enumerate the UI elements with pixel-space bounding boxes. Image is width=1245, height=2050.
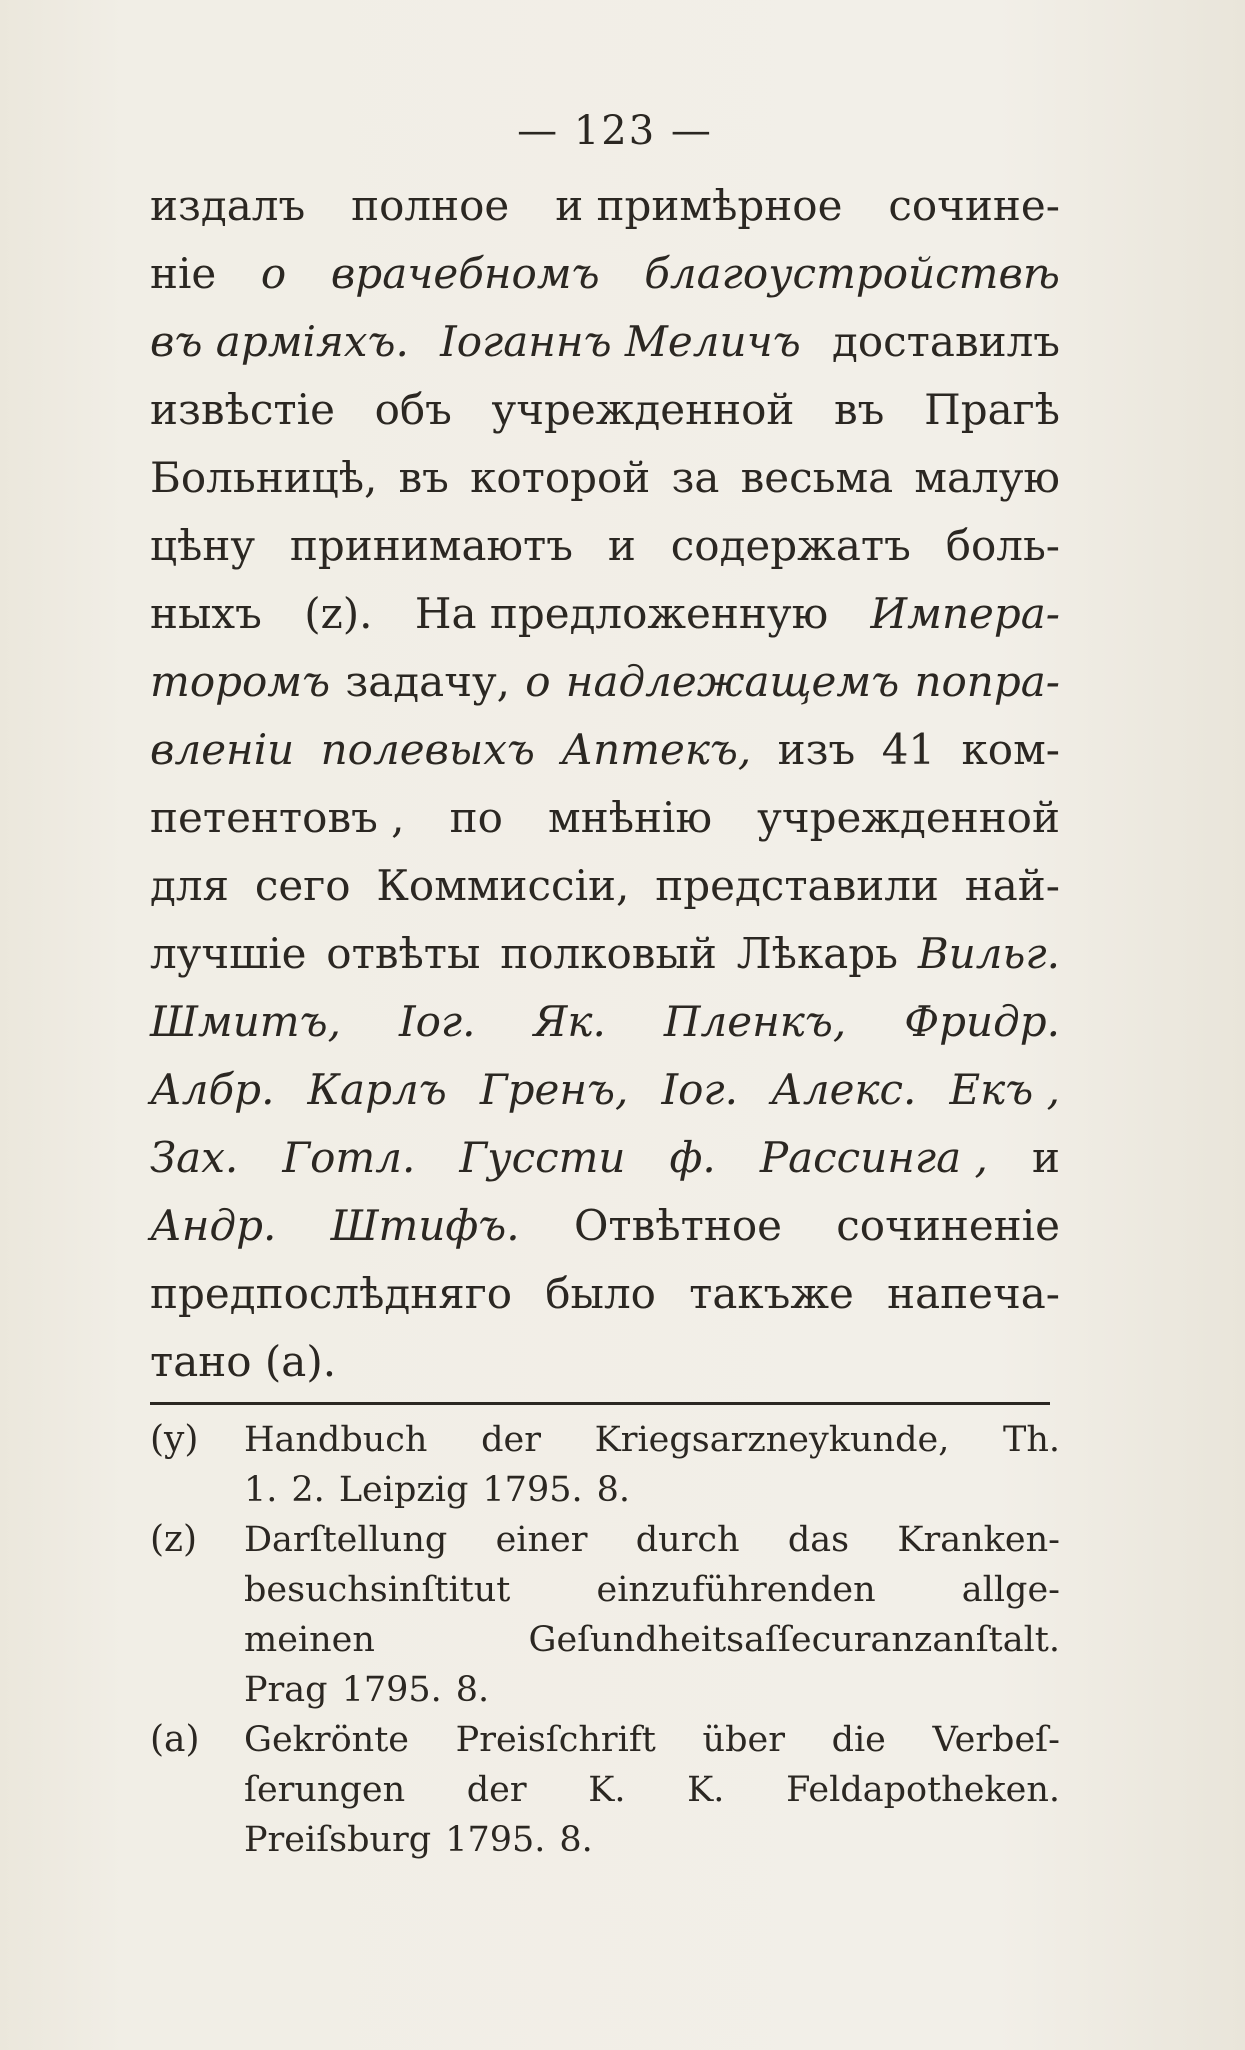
text-segment: доставилъ xyxy=(832,317,1060,366)
footnote-word: ſerungen xyxy=(244,1770,406,1810)
text-segment: и xyxy=(607,521,636,570)
footnote-line xyxy=(244,1415,1060,1465)
footnote xyxy=(150,1415,1060,1515)
text-segment: Вильг. xyxy=(917,929,1060,978)
footnote-body xyxy=(244,1715,1060,1865)
text-segment: ф. xyxy=(669,1133,716,1182)
text-segment: въ xyxy=(398,453,449,502)
text-segment: для xyxy=(150,861,230,910)
text-segment: Штифъ. xyxy=(330,1201,520,1250)
footnote-word: Prag xyxy=(244,1670,328,1710)
text-line xyxy=(150,648,1060,716)
text-segment: Гренъ, xyxy=(479,1065,629,1114)
footnote-line xyxy=(244,1515,1060,1565)
footnote-word: Preisſchrift xyxy=(455,1720,656,1760)
text-segment: о xyxy=(525,657,551,706)
text-segment: Іоганнъ Меличъ xyxy=(440,317,801,366)
footnote-line xyxy=(244,1465,1060,1515)
text-segment: попра- xyxy=(914,657,1060,706)
text-line xyxy=(150,1192,1060,1260)
footnote-word: 1. xyxy=(244,1470,278,1510)
text-line xyxy=(150,988,1060,1056)
text-segment: най- xyxy=(964,861,1060,910)
text-segment: Готл. xyxy=(282,1133,416,1182)
text-segment: Импера- xyxy=(870,589,1060,638)
text-segment: торомъ xyxy=(150,657,331,706)
text-segment: Коммиссіи, xyxy=(376,861,630,910)
text-segment: напеча- xyxy=(887,1269,1060,1318)
footnote-word: Handbuch xyxy=(244,1420,428,1460)
text-segment: было xyxy=(545,1269,656,1318)
text-segment: о xyxy=(260,249,287,298)
text-segment: въ арміяхъ. xyxy=(150,317,409,366)
footnote-word: Kriegsarzneykunde, xyxy=(594,1420,950,1460)
text-segment: Іог. xyxy=(399,997,476,1046)
text-segment: такъже xyxy=(689,1269,854,1318)
footnote-word: die xyxy=(831,1720,886,1760)
footnote-mark: (y) xyxy=(150,1419,199,1460)
text-line xyxy=(150,852,1060,920)
text-line xyxy=(150,512,1060,580)
text-segment: объ xyxy=(374,385,452,434)
text-segment: тано (а). xyxy=(150,1337,337,1386)
footnote-word: 1795. xyxy=(482,1470,583,1510)
footnote-line xyxy=(244,1765,1060,1815)
text-segment: Лѣкарь xyxy=(736,929,899,978)
text-line xyxy=(150,784,1060,852)
footnotes xyxy=(150,1415,1060,1865)
text-segment: въ xyxy=(834,385,885,434)
footnote-word: 2. xyxy=(291,1470,325,1510)
text-segment: надлежащемъ xyxy=(565,657,900,706)
text-segment: извѣстіе xyxy=(150,385,335,434)
text-segment: сочиненіе xyxy=(836,1201,1060,1250)
text-segment: издалъ xyxy=(150,181,306,230)
text-segment: Як. xyxy=(533,997,606,1046)
footnote-line xyxy=(244,1715,1060,1765)
text-segment: Андр. xyxy=(150,1201,277,1250)
text-line xyxy=(150,716,1060,784)
footnote-mark: (z) xyxy=(150,1519,198,1560)
text-segment: благоустройствѣ xyxy=(644,249,1060,298)
footnote-word: Gekrönte xyxy=(244,1720,410,1760)
footnote-mark: (a) xyxy=(150,1719,200,1760)
footnote xyxy=(150,1715,1060,1865)
text-line xyxy=(150,376,1060,444)
text-segment: задачу, xyxy=(345,657,511,706)
text-line xyxy=(150,444,1060,512)
text-segment: Аптекъ, xyxy=(561,725,752,774)
text-segment: изъ xyxy=(777,725,856,774)
footnote-body xyxy=(244,1515,1060,1715)
text-segment: малую xyxy=(914,453,1060,502)
text-segment: ком- xyxy=(961,725,1060,774)
text-line xyxy=(150,1260,1060,1328)
footnote-word: 8. xyxy=(596,1470,631,1510)
text-segment: вленіи xyxy=(150,725,295,774)
footnote-word: besuchsinſtitut xyxy=(244,1570,511,1610)
text-segment: Екъ , xyxy=(949,1065,1060,1114)
footnote-word: Feldapotheken. xyxy=(786,1770,1060,1810)
footnote-word: der xyxy=(466,1770,527,1810)
text-line xyxy=(150,580,1060,648)
footnote-line xyxy=(244,1665,1060,1715)
text-segment: полковый xyxy=(500,929,717,978)
text-segment: которой xyxy=(470,453,651,502)
text-segment: Больницѣ, xyxy=(150,453,378,502)
text-segment: На предложенную xyxy=(414,589,829,638)
text-segment: петентовъ , xyxy=(150,793,405,842)
text-segment: Карлъ xyxy=(307,1065,447,1114)
text-segment: ніе xyxy=(150,249,217,298)
text-segment: Шмитъ, xyxy=(150,997,341,1046)
text-segment: учрежденной xyxy=(491,385,795,434)
text-segment: Пленкъ, xyxy=(663,997,847,1046)
text-segment: Албр. xyxy=(150,1065,275,1114)
text-segment: весьма xyxy=(740,453,894,502)
footnote-word: 8. xyxy=(455,1670,490,1710)
text-segment: боль- xyxy=(945,521,1060,570)
text-line xyxy=(150,1056,1060,1124)
text-segment: Отвѣтное xyxy=(573,1201,782,1250)
text-segment: ныхъ xyxy=(150,589,262,638)
footnote-word: meinen xyxy=(244,1620,375,1660)
text-segment: и примѣрное xyxy=(555,181,843,230)
text-segment: по xyxy=(449,793,503,842)
text-segment: Алекс. xyxy=(771,1065,917,1114)
footnote-word: allge- xyxy=(961,1570,1060,1610)
footnote-word: Th. xyxy=(1002,1420,1060,1460)
footnote-word: einzuführenden xyxy=(596,1570,876,1610)
footnote-word: Preiſsburg xyxy=(244,1820,432,1860)
footnote-line xyxy=(244,1815,1060,1865)
text-segment: Іог. xyxy=(661,1065,738,1114)
text-segment: Рассинга , xyxy=(759,1133,988,1182)
footnote-word: Verbeſ- xyxy=(932,1720,1060,1760)
text-segment: принимаютъ xyxy=(289,521,574,570)
footnote-word: 8. xyxy=(559,1820,593,1860)
footnote-word: Darſtellung xyxy=(244,1520,448,1560)
footnote-word: Geſundheitsaſſecuranzanſtalt. xyxy=(528,1620,1060,1660)
text-line xyxy=(150,1328,1060,1396)
footnote-word: K. xyxy=(588,1770,626,1810)
text-line xyxy=(150,308,1060,376)
text-segment: полное xyxy=(351,181,510,230)
footnote-rule xyxy=(150,1402,1050,1405)
text-segment: сочине- xyxy=(888,181,1060,230)
text-segment: Фридр. xyxy=(904,997,1060,1046)
body-text xyxy=(150,172,1060,1396)
footnote-word: Leipzig xyxy=(338,1470,469,1510)
footnote-line xyxy=(244,1615,1060,1665)
text-segment: (z). xyxy=(304,589,373,638)
footnote-word: 1795. xyxy=(341,1670,442,1710)
page-number: — 123 — xyxy=(517,108,713,154)
footnote-word: durch xyxy=(635,1520,740,1560)
text-segment: отвѣты xyxy=(326,929,481,978)
text-segment: учрежденной xyxy=(757,793,1060,842)
text-line xyxy=(150,920,1060,988)
footnote-word: K. xyxy=(687,1770,725,1810)
footnote-word: Kranken- xyxy=(897,1520,1060,1560)
text-segment: 41 xyxy=(881,725,936,774)
footnote-word: der xyxy=(481,1420,541,1460)
text-line xyxy=(150,240,1060,308)
footnote-word: 1795. xyxy=(445,1820,546,1860)
text-segment: лучшіе xyxy=(150,929,307,978)
text-segment: полевыхъ xyxy=(320,725,535,774)
footnote xyxy=(150,1515,1060,1715)
footnote-word: einer xyxy=(495,1520,588,1560)
footnote-word: das xyxy=(787,1520,850,1560)
text-segment: Зах. xyxy=(150,1133,239,1182)
text-segment: Прагѣ xyxy=(924,385,1060,434)
footnote-line xyxy=(244,1565,1060,1615)
text-segment: за xyxy=(671,453,720,502)
text-segment: мнѣнію xyxy=(548,793,713,842)
text-line xyxy=(150,1124,1060,1192)
text-segment: предпослѣдняго xyxy=(150,1269,513,1318)
text-segment: цѣну xyxy=(150,521,256,570)
text-segment: Гуссти xyxy=(459,1133,626,1182)
footnote-body xyxy=(244,1415,1060,1515)
text-segment: представили xyxy=(655,861,939,910)
text-line xyxy=(150,172,1060,240)
text-segment: сего xyxy=(254,861,351,910)
text-segment: и xyxy=(1031,1133,1060,1182)
text-segment: врачебномъ xyxy=(330,249,600,298)
text-segment: содержатъ xyxy=(670,521,911,570)
footnote-word: über xyxy=(702,1720,785,1760)
